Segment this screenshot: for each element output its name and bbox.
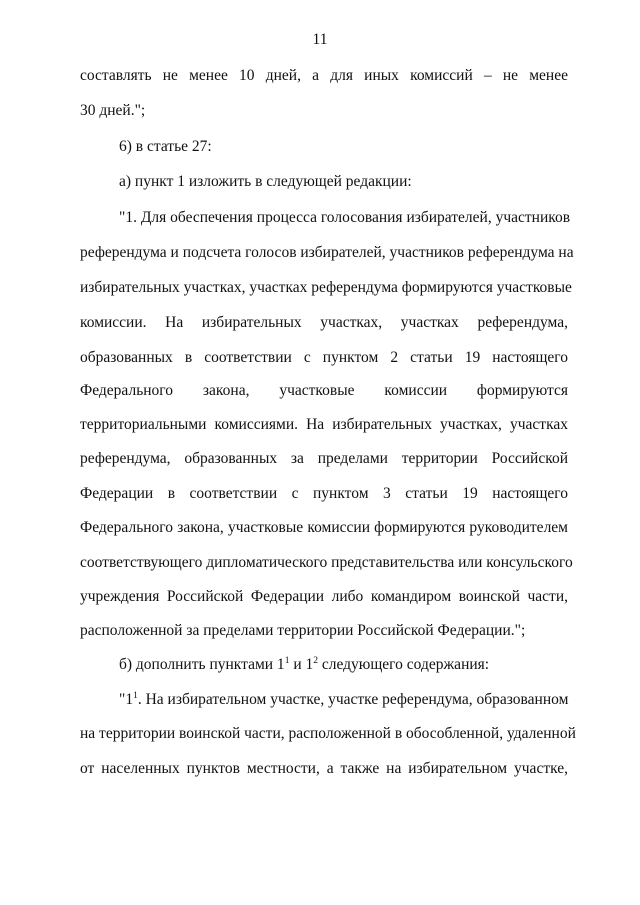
text-run: б) дополнить пунктами 1 bbox=[119, 656, 285, 673]
superscript: 1 bbox=[133, 691, 138, 701]
superscript: 1 bbox=[284, 656, 290, 666]
text-line: референдума, образованных за пределами территории Российской bbox=[80, 450, 568, 467]
text-line: 6) в статье 27: bbox=[119, 138, 212, 155]
text-line: Федерального закона, участковые комиссии формируются руководителем bbox=[80, 519, 568, 536]
page-number: 11 bbox=[312, 31, 328, 48]
text-line bbox=[119, 690, 568, 710]
text-line: комиссии. На избирательных участках, участках референдума, bbox=[80, 314, 568, 331]
text-run: следующего содержания: bbox=[317, 656, 490, 673]
text-line: 30 дней."; bbox=[80, 102, 146, 119]
text-line: Федерального закона, участковые комиссии формируются bbox=[80, 382, 568, 399]
text-line: расположенной за пределами территории Российской Федерации."; bbox=[80, 622, 526, 639]
text-line: Федерации в соответствии с пунктом 3 статьи 19 настоящего bbox=[80, 485, 568, 502]
text-run: "1 bbox=[119, 691, 134, 708]
text-line: территориальными комиссиями. На избирательных участках, участках bbox=[80, 416, 568, 433]
text-run: и 1 bbox=[289, 656, 314, 673]
text-line: образованных в соответствии с пунктом 2 статьи 19 настоящего bbox=[80, 349, 568, 366]
text-line: от населенных пунктов местности, а также на избирательном участке, bbox=[80, 760, 568, 777]
text-line: "1. Для обеспечения процесса голосования избирателей, участников bbox=[119, 209, 571, 226]
text-line: а) пункт 1 изложить в следующей редакции: bbox=[119, 173, 412, 190]
text-line bbox=[119, 655, 568, 675]
text-line: референдума и подсчета голосов избирателей, участников референдума на bbox=[80, 244, 574, 261]
superscript: 2 bbox=[313, 656, 318, 666]
text-line: избирательных участках, участках референдума формируются участковые bbox=[80, 279, 572, 296]
text-line: на территории воинской части, расположенной в обособленной, удаленной bbox=[80, 725, 576, 742]
text-line: составлять не менее 10 дней, а для иных комиссий – не менее bbox=[80, 67, 568, 84]
text-run: . На избирательном участке, участке референдума, образованном bbox=[137, 691, 569, 708]
text-line: учреждения Российской Федерации либо командиром воинской части, bbox=[80, 588, 568, 605]
text-line: соответствующего дипломатического представительства или консульского bbox=[80, 554, 573, 571]
